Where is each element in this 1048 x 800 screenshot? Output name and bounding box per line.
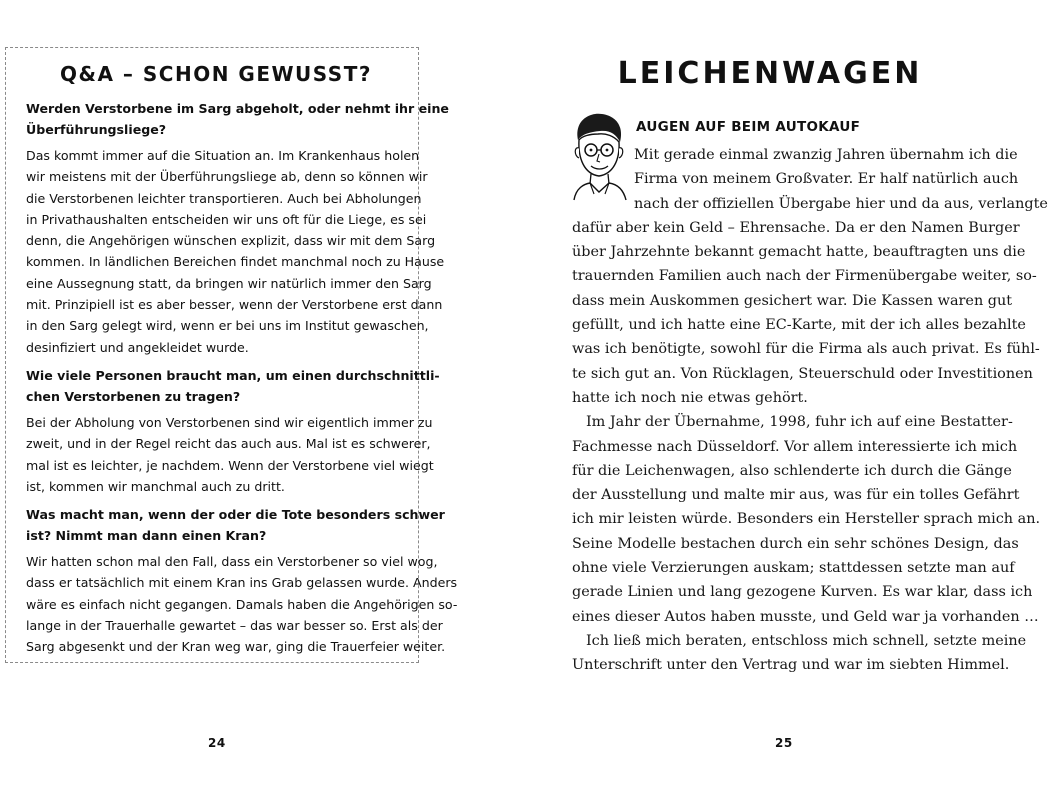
qa-question	[26, 504, 445, 546]
qa-question-line: Werden Verstorbene im Sarg abgeholt, oder nehmt ihr eine	[26, 101, 449, 116]
qa-answer-line: Sarg abgesenkt und der Kran weg war, ging die Trauerfeier weiter.	[26, 639, 446, 655]
qa-question-line: Überführungsliege?	[26, 122, 167, 137]
qa-answer	[26, 412, 434, 497]
qa-answer-line: kommen. In ländlichen Bereichen findet manchmal noch zu Hause	[26, 254, 445, 270]
body-line: Fachmesse nach Düsseldorf. Vor allem interessierte ich mich	[572, 438, 1018, 455]
body-line: der Ausstellung und malte mir aus, was für ein tolles Gefährt	[572, 487, 1020, 504]
body-line: hatte ich noch nie etwas gehört.	[572, 389, 808, 406]
qa-answer-line: desinfiziert und angekleidet wurde.	[26, 339, 249, 355]
qa-answer-line: Wir hatten schon mal den Fall, dass ein Verstorbener so viel wog,	[26, 554, 438, 570]
body-text	[572, 143, 1048, 678]
qa-answer-line: wäre es einfach nicht gegangen. Damals haben die Angehörigen so-	[26, 596, 458, 612]
qa-question	[26, 365, 440, 407]
qa-answer-line: zweit, und in der Regel reicht das auch aus. Mal ist es schwerer,	[26, 436, 431, 452]
qa-item	[26, 504, 458, 657]
qa-answer-line: lange in der Trauerhalle gewartet – das war besser so. Erst als der	[26, 618, 443, 634]
qa-answer	[26, 145, 445, 358]
qa-question-line: Was macht man, wenn der oder die Tote besonders schwer	[26, 507, 445, 523]
body-line: Ich ließ mich beraten, entschloss mich schnell, setzte meine	[586, 632, 1027, 649]
body-line: ohne viele Verzierungen auskam; stattdessen setzte man auf	[572, 560, 1015, 577]
qa-answer-line: in Privathaushalten entscheiden wir uns oft für die Liege, es sei	[26, 211, 427, 227]
qa-answer-line: Bei der Abholung von Verstorbenen sind wir eigentlich immer zu	[26, 414, 433, 430]
body-line: eines dieser Autos haben musste, und Geld war ja vorhanden …	[572, 608, 1039, 625]
qa-answer-line: Das kommt immer auf die Situation an. Im Krankenhaus holen	[26, 148, 420, 163]
body-line: gerade Linien und lang gezogene Kurven. Es war klar, dass ich	[572, 584, 1033, 601]
page-number-right: 25	[775, 736, 793, 750]
body-line: über Jahrzehnte bekannt gemacht hatte, beauftragten uns die	[572, 244, 1026, 261]
page-number-left: 24	[208, 736, 226, 750]
qa-answer-line: dass er tatsächlich mit einem Kran ins Grab gelassen wurde. Anders	[26, 575, 458, 591]
qa-answer-line: mal ist es leichter, je nachdem. Wenn der Verstorbene viel wiegt	[26, 457, 434, 473]
body-line: gefüllt, und ich hatte eine EC-Karte, mit der ich alles bezahlte	[572, 317, 1026, 334]
qa-answer-line: denn, die Angehörigen wünschen explizit, dass wir mit dem Sarg	[26, 233, 436, 249]
body-line: Firma von meinem Großvater. Er half natürlich auch	[634, 171, 1019, 188]
body-line: was ich benötigte, sowohl für die Firma als auch privat. Es fühl-	[572, 341, 1040, 358]
body-line: Unterschrift unter den Vertrag und war im siebten Himmel.	[572, 657, 1010, 674]
qa-box	[5, 47, 458, 663]
qa-question-line: chen Verstorbenen zu tragen?	[26, 388, 241, 404]
qa-answer-line: mit. Prinzipiell ist es aber besser, wenn der Verstorbene erst dann	[26, 297, 443, 313]
body-line: nach der offiziellen Übergabe hier und da aus, verlangte	[634, 195, 1048, 212]
qa-question-line: ist? Nimmt man dann einen Kran?	[26, 528, 267, 544]
body-line: Mit gerade einmal zwanzig Jahren übernahm ich die	[634, 147, 1018, 163]
qa-answer-line: wir meistens mit der Überführungsliege ab, denn so können wir	[26, 169, 428, 185]
qa-item	[26, 98, 449, 358]
body-line: für die Leichenwagen, also schlenderte ich durch die Gänge	[572, 462, 1012, 479]
body-line: dafür aber kein Geld – Ehrensache. Da er den Namen Burger	[572, 219, 1020, 236]
qa-title: Q&A – SCHON GEWUSST?	[60, 62, 372, 86]
qa-answer	[26, 551, 458, 657]
body-line: te sich gut an. Von Rücklagen, Steuerschuld oder Investitionen	[572, 365, 1033, 382]
qa-question	[26, 98, 449, 140]
qa-answer-line: ist, kommen wir manchmal auch zu dritt.	[26, 478, 285, 494]
qa-answer-line: die Verstorbenen leichter transportieren. Auch bei Abholungen	[26, 190, 422, 206]
section-heading: AUGEN AUF BEIM AUTOKAUF	[636, 119, 861, 135]
body-line: Im Jahr der Übernahme, 1998, fuhr ich auf eine Bestatter-	[586, 414, 1013, 431]
body-line: Seine Modelle bestachen durch ein sehr schönes Design, das	[572, 535, 1019, 552]
body-line: ich mir leisten würde. Besonders ein Hersteller sprach mich an.	[572, 511, 1041, 528]
qa-item	[26, 365, 440, 497]
qa-answer-line: in den Sarg gelegt wird, wenn er bei uns im Institut gewaschen,	[26, 318, 429, 334]
qa-question-line: Wie viele Personen braucht man, um einen durchschnittli-	[26, 367, 440, 383]
body-line: dass mein Auskommen gesichert war. Die Kassen waren gut	[572, 292, 1013, 309]
qa-answer-line: eine Aussegnung statt, da bringen wir natürlich immer den Sarg	[26, 275, 432, 291]
chapter-title: LEICHENWAGEN	[617, 56, 923, 91]
body-line: trauernden Familien auch nach der Firmenübergabe weiter, so-	[572, 268, 1037, 285]
